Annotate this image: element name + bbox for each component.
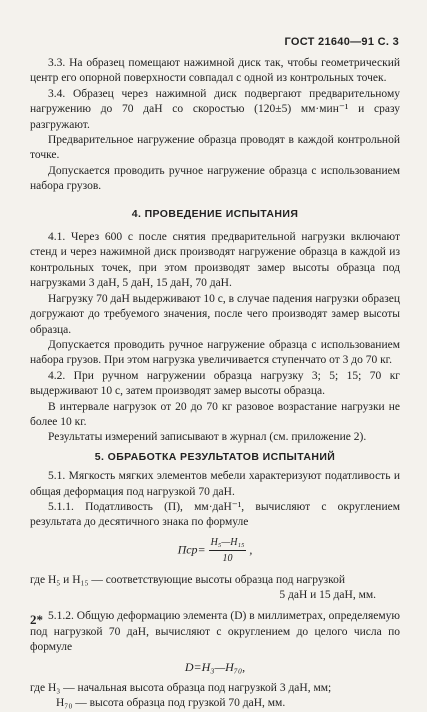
formula2-legend-line-1: где H₃ — начальная высота образца под нагрузкой 3 даН, мм; [30,682,332,695]
formula2-legend-line-2: H₇₀ — высота образца под грузкой 70 даН, мм. [56,697,286,710]
paragraph-4-1: 4.1. Через 600 с после снятия предварительной нагрузки включают стенд и через нажимной диск производят нагружение образца в каждой из контрольных точек, при этом производят замер высоты образца под нагрузками 3 даН, 5 даН, 15 даН, 70 даН. [30,231,400,290]
formula-denominator: 10 [222,553,233,565]
page-header: ГОСТ 21640—91 С. 3 [284,36,399,48]
paragraph-load-interval: В интервале нагрузок от 20 до 70 кг разовое возрастание нагрузки не более 10 кг. [30,400,400,428]
document-body [30,56,400,712]
paragraph-manual-weights: Допускается проводить ручное нагружение образца с использованием набора грузов. При этом нагрузка увеличивается ступенчато от 3 до 70 кг. [30,338,400,367]
formula-end: , [249,542,253,557]
formula-legend-line-2: 5 даН и 15 даН, мм. [279,589,376,601]
formula-numerator: H₅—H₁₅ [209,535,247,551]
paragraph-5-1-1: 5.1.1. Податливость (П), мм·даН⁻¹, вычисляют с округлением результата до десятичного знака по формуле [30,500,400,529]
formula-deformation: D=H₃—H₇₀, [184,659,246,674]
paragraph-results-log: Результаты измерений записывают в журнал (см. приложение 2). [48,431,367,444]
section-4-heading: 4. ПРОВЕДЕНИЕ ИСПЫТАНИЯ [131,207,299,220]
paragraph-5-1-2: 5.1.2. Общую деформацию элемента (D) в миллиметрах, определяемую под нагрузкой 70 даН, вычисляют с округлением до целого числа по формуле [30,610,400,654]
paragraph-3-4: 3.4. Образец через нажимной диск подвергают предварительному нагружению до 70 даН со скоростью (120±5) мм·мин⁻¹ и сразу разгружают. [30,87,400,131]
paragraph-3-3: 3.3. На образец помещают нажимной диск так, чтобы геометрический центр его опорной поверхности совпадал с одной из контрольных точек. [30,57,400,85]
paragraph-4-2: 4.2. При ручном нагружении образца нагрузку 3; 5; 15; 70 кг выдерживают 10 с, затем производят замер высоты образца. [30,369,400,398]
paragraph-preload: Предварительное нагружение образца проводят в каждой контрольной точке. [30,134,400,162]
paragraph-manual-load: Допускается проводить ручное нагружение образца с использованием набора грузов. [30,164,400,193]
formula-legend-line-1: где H₅ и H₁₅ — соответствующие высоты образца под нагрузкой [30,573,346,586]
section-5-heading: 5. ОБРАБОТКА РЕЗУЛЬТАТОВ ИСПЫТАНИЙ [94,450,336,463]
formula-fraction [209,535,247,567]
formula-compliance [30,535,400,567]
formula-lhs: Пср= [177,542,206,557]
page-footer-mark: 2* [30,612,43,627]
paragraph-hold-load: Нагрузку 70 даН выдерживают 10 с, в случае падения нагрузки образец догружают до требуемого значения, после чего производят замер высоты образца. [30,292,400,336]
paragraph-5-1: 5.1. Мягкость мягких элементов мебели характеризуют податливость и общая деформация под нагрузкой 70 даН. [30,470,400,498]
